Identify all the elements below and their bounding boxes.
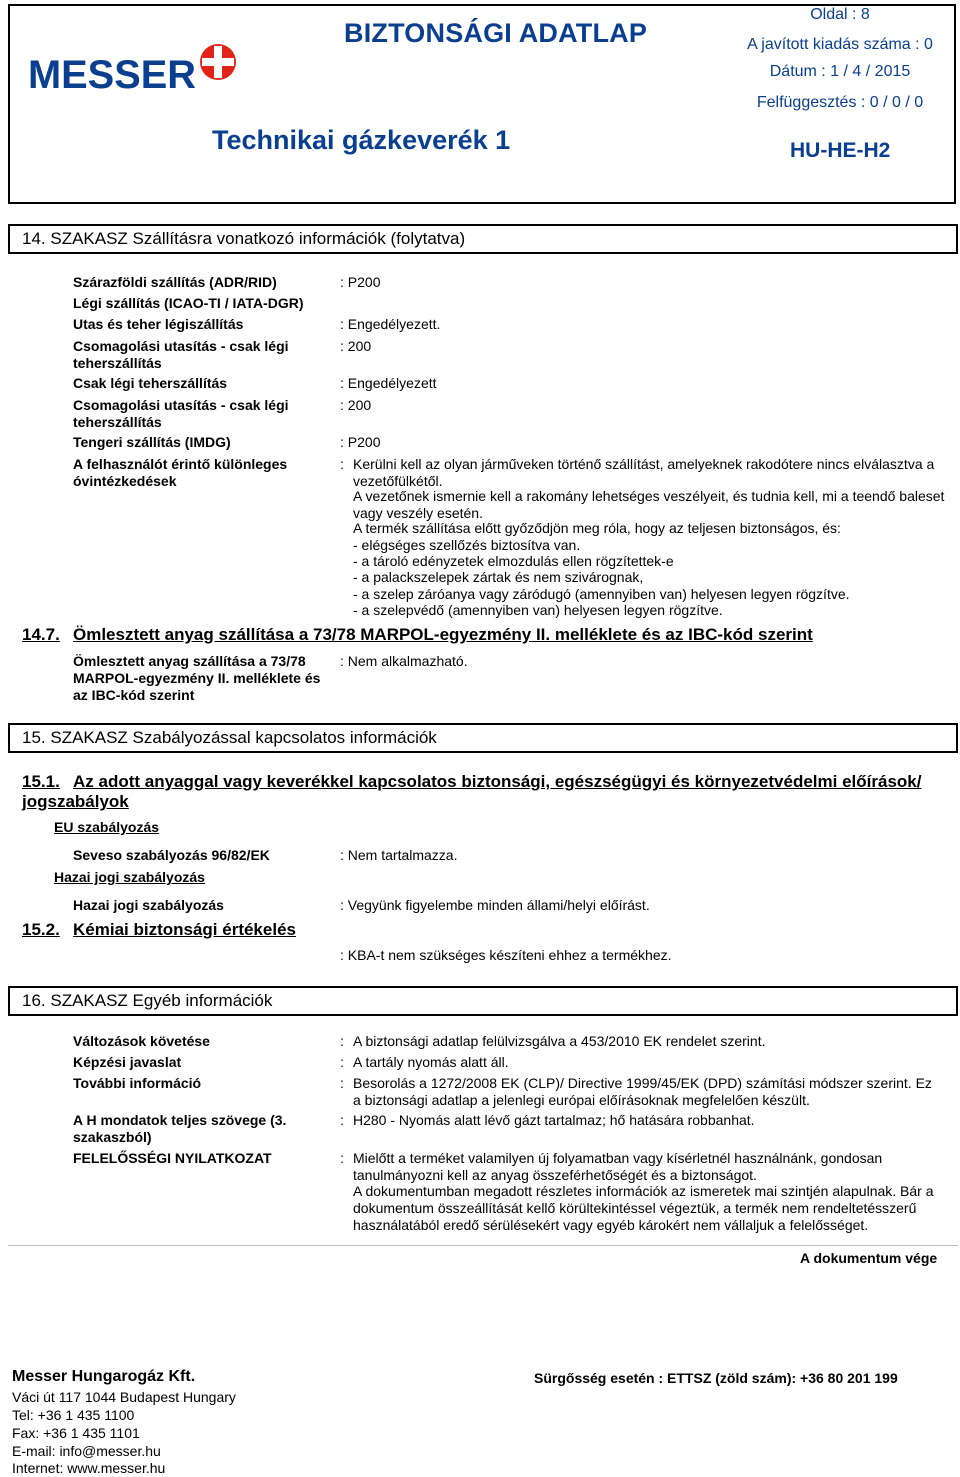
messer-logo [28, 40, 240, 94]
s16-colon: : [340, 1075, 344, 1091]
s14-row-value: : [340, 456, 344, 472]
s14-row-label: Tengeri szállítás (IMDG) [73, 434, 231, 450]
subsection-15-1-number: 15.1. [22, 772, 60, 791]
s16-colon: : [340, 1112, 344, 1128]
s14-row-label: A felhasználót érintő különleges óvintézkedések [73, 456, 288, 489]
document-title: BIZTONSÁGI ADATLAP [344, 18, 648, 48]
s16-row-value: A tartály nyomás alatt áll. [353, 1054, 509, 1070]
precaution-text: - a szelep záróanya vagy záródugó (amennyiben van) helyesen legyen rögzítve. [353, 586, 850, 602]
company-website: Internet: www.messer.hu [12, 1460, 166, 1476]
bulk-transport-value: : Nem alkalmazható. [340, 653, 468, 669]
revision-number: A javított kiadás száma : 0 [747, 36, 933, 53]
precaution-text: - a palackszelepek zártak és nem szivárognak, [353, 569, 644, 585]
s14-row-value: : Engedélyezett [340, 375, 437, 391]
national-regulation-label: Hazai jogi szabályozás [73, 897, 224, 913]
s14-row-label: Szárazföldi szállítás (ADR/RID) [73, 274, 277, 290]
company-email: E-mail: info@messer.hu [12, 1443, 161, 1459]
s14-row-value: : P200 [340, 434, 381, 450]
product-code: HU-HE-H2 [790, 139, 891, 162]
chemical-safety-value: : KBA-t nem szükséges készíteni ehhez a termékhez. [340, 947, 672, 963]
s14-row-value: : 200 [340, 338, 372, 354]
product-name: Technikai gázkeverék 1 [212, 125, 511, 155]
s16-row-value-continued: A dokumentumban megadott részletes információk az ismeretek mai szintjén alapulnak. Bár a dokumentum összeállítását kellő körültekintéssel végeztük, a termék nem rendeltetésszerű használatából eredő sérülésekért vagy egyéb károkért nem vállaljuk a felelősséget. [353, 1183, 934, 1233]
subsection-14-7-number: 14.7. [22, 625, 60, 644]
subsection-15-2-number: 15.2. [22, 920, 60, 939]
s14-row-label: Utas és teher légiszállítás [73, 316, 244, 332]
document-end: A dokumentum vége [800, 1250, 938, 1266]
s16-colon: : [340, 1150, 344, 1166]
national-regulation-heading: Hazai jogi szabályozás [54, 869, 205, 885]
bulk-transport-label: Ömlesztett anyag szállítása a 73/78 MARPOL-egyezmény II. melléklete és az IBC-kód szerint [73, 653, 321, 703]
divider [8, 1245, 958, 1246]
emergency-contact: Sürgősség esetén : ETTSZ (zöld szám): +36 80 201 199 [534, 1370, 898, 1386]
s14-row-label: Csak légi teherszállítás [73, 375, 228, 391]
precaution-text: A termék szállítása előtt győződjön meg róla, hogy az teljesen biztonságos, és: [353, 520, 841, 536]
seveso-label: Seveso szabályozás 96/82/EK [73, 847, 270, 863]
precaution-text: - a szelepvédő (amennyiben van) helyesen legyen rögzítve. [353, 602, 723, 618]
s16-row-value: H280 - Nyomás alatt lévő gázt tartalmaz; hő hatására robbanhat. [353, 1112, 755, 1128]
section-15-title: 15. SZAKASZ Szabályozással kapcsolatos információk [8, 723, 958, 753]
s14-row-label: Csomagolási utasítás - csak légi teherszállítás [73, 397, 289, 430]
subsection-15-1-title: Az adott anyaggal vagy keverékkel kapcsolatos biztonsági, egészségügyi és környezetvédelmi előírások/ jogszabályok [22, 772, 922, 811]
section-14-title: 14. SZAKASZ Szállításra vonatkozó információk (folytatva) [8, 224, 958, 254]
precaution-text: Kerülni kell az olyan járműveken történő szállítást, amelyeknek rakodótere nincs elválasztva a vezetőfülkétől. [353, 456, 935, 489]
company-phone: Tel: +36 1 435 1100 [12, 1407, 135, 1423]
precaution-text: A vezetőnek ismernie kell a rakomány lehetséges veszélyeit, és tudnia kell, mi a teendő baleset vagy veszély esetén. [353, 488, 945, 521]
seveso-value: : Nem tartalmazza. [340, 847, 458, 863]
company-address: Váci út 117 1044 Budapest Hungary [12, 1389, 236, 1405]
national-regulation-value: : Vegyünk figyelembe minden állami/helyi előírást. [340, 897, 650, 913]
s14-row-label: Légi szállítás (ICAO-TI / IATA-DGR) [73, 295, 304, 311]
svg-text:MESSER: MESSER [28, 53, 197, 94]
s14-row-label: Csomagolási utasítás - csak légi teherszállítás [73, 338, 289, 371]
s16-row-label: Képzési javaslat [73, 1054, 182, 1070]
s16-colon: : [340, 1054, 344, 1070]
s14-row-value: : Engedélyezett. [340, 316, 441, 332]
subsection-14-7-title: Ömlesztett anyag szállítása a 73/78 MARPOL-egyezmény II. melléklete és az IBC-kód szerint [73, 625, 813, 644]
s16-colon: : [340, 1033, 344, 1049]
s16-row-label: További információ [73, 1075, 202, 1091]
suspension-date: Felfüggesztés : 0 / 0 / 0 [756, 94, 924, 111]
page-number: Oldal : 8 [810, 6, 870, 23]
document-date: Dátum : 1 / 4 / 2015 [769, 63, 911, 80]
s16-row-value: Besorolás a 1272/2008 EK (CLP)/ Directive 1999/45/EK (DPD) számítási módszer szerint. Ez a biztonsági adatlap a jelenlegi európai előírásoknak megfelelően készült. [353, 1075, 932, 1108]
s14-row-value: : P200 [340, 274, 381, 290]
s16-row-label: A H mondatok teljes szövege (3. szakaszból) [73, 1112, 287, 1145]
s16-row-label: Változások követése [73, 1033, 210, 1049]
precaution-text: - elégséges szellőzés biztosítva van. [353, 537, 581, 553]
s16-row-value: A biztonsági adatlap felülvizsgálva a 453/2010 EK rendelet szerint. [353, 1033, 766, 1049]
precaution-text: - a tároló edényzetek elmozdulás ellen rögzítettek-e [353, 553, 674, 569]
company-name: Messer Hungarogáz Kft. [12, 1368, 196, 1385]
section-16-title: 16. SZAKASZ Egyéb információk [8, 986, 958, 1016]
s16-row-value: Mielőtt a terméket valamilyen új folyamatban vagy kísérletnél használnánk, gondosan tanulmányozni kell az anyag összeférhetőségét és a biztonságot. [353, 1150, 883, 1183]
s14-row-value: : 200 [340, 397, 372, 413]
subsection-15-2-title: Kémiai biztonsági értékelés [73, 920, 296, 939]
eu-regulation-heading: EU szabályozás [54, 819, 160, 835]
company-fax: Fax: +36 1 435 1101 [12, 1425, 140, 1441]
s16-row-label: FELELŐSSÉGI NYILATKOZAT [73, 1150, 272, 1166]
